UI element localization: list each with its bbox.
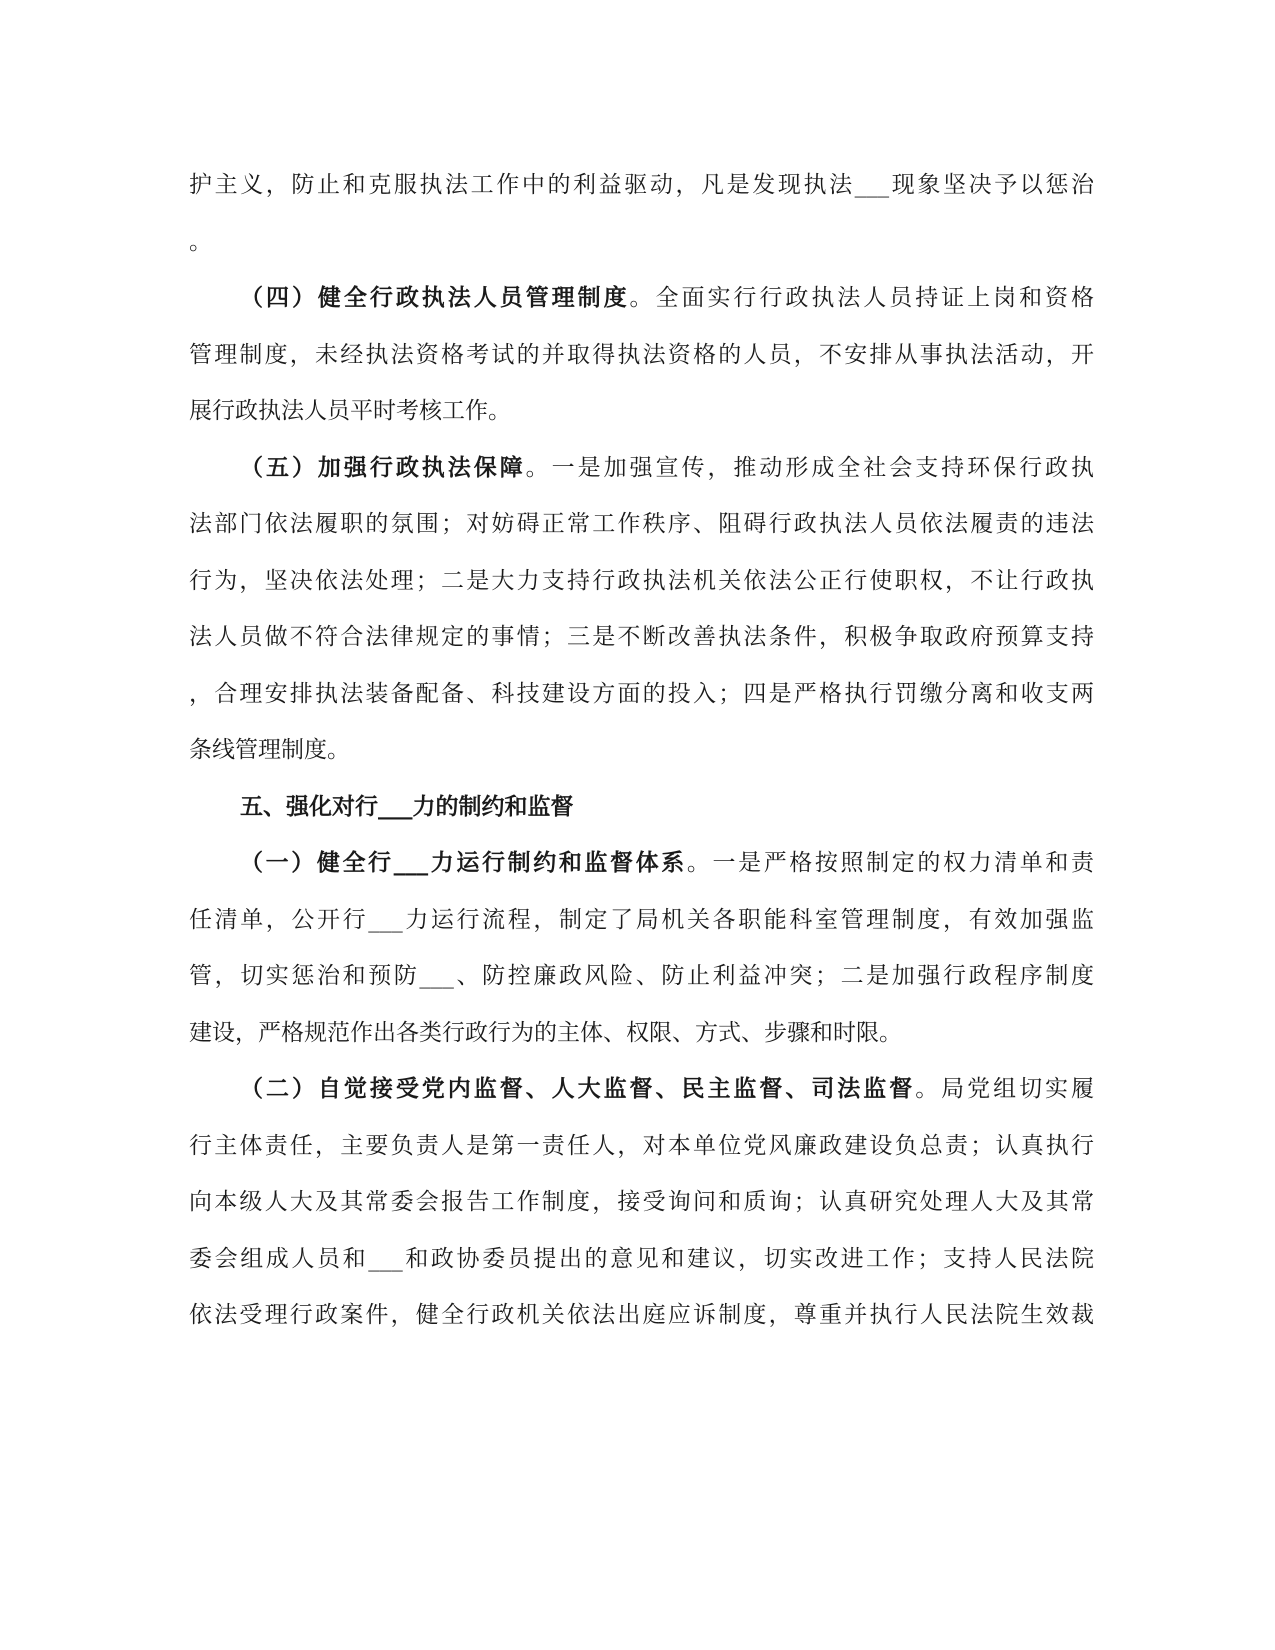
paragraph-line: 展行政执法人员平时考核工作。 [189, 398, 511, 424]
paragraph-line: 管，切实惩治和预防___、防控廉政风险、防止利益冲突；二是加强行政程序制度 [189, 963, 1094, 989]
paragraph-line: 条线管理制度。 [189, 737, 350, 763]
paragraph-line: 行主体责任，主要负责人是第一责任人，对本单位党风廉政建设负总责；认真执行 [189, 1133, 1094, 1159]
paragraph-line: 行为，坚决依法处理；二是大力支持行政执法机关依法公正行使职权，不让行政执 [189, 568, 1094, 594]
paragraph-line: 任清单，公开行___力运行流程，制定了局机关各职能科室管理制度，有效加强监 [189, 907, 1094, 933]
section-heading-line: （一）健全行___力运行制约和监督体系。一是严格按照制定的权力清单和责 [240, 849, 1094, 876]
paragraph-line: 管理制度，未经执法资格考试的并取得执法资格的人员，不安排从事执法活动，开 [189, 342, 1094, 368]
chapter-heading: 五、强化对行___力的制约和监督 [240, 793, 574, 820]
section-heading: （五）加强行政执法保障 [240, 454, 526, 481]
section-heading: （二）自觉接受党内监督、人大监督、民主监督、司法监督 [240, 1075, 916, 1102]
paragraph-line: 。 [189, 229, 212, 255]
paragraph-line: ，合理安排执法装备配备、科技建设方面的投入；四是严格执行罚缴分离和收支两 [189, 681, 1094, 707]
paragraph-line: 建设，严格规范作出各类行政行为的主体、权限、方式、步骤和时限。 [189, 1020, 902, 1046]
section-heading: （四）健全行政执法人员管理制度 [240, 284, 630, 311]
paragraph-line: 委会组成人员和___和政协委员提出的意见和建议，切实改进工作；支持人民法院 [189, 1246, 1094, 1272]
paragraph-line: 向本级人大及其常委会报告工作制度，接受询问和质询；认真研究处理人大及其常 [189, 1189, 1094, 1215]
section-heading-line: （四）健全行政执法人员管理制度。全面实行行政执法人员持证上岗和资格 [240, 284, 1094, 311]
paragraph-line: 护主义，防止和克服执法工作中的利益驱动，凡是发现执法___现象坚决予以惩治 [189, 172, 1094, 198]
paragraph-line: 依法受理行政案件，健全行政机关依法出庭应诉制度，尊重并执行人民法院生效裁 [189, 1302, 1094, 1328]
paragraph-line: 法部门依法履职的氛围；对妨碍正常工作秩序、阻碍行政执法人员依法履责的违法 [189, 511, 1094, 537]
paragraph-line: 法人员做不符合法律规定的事情；三是不断改善执法条件，积极争取政府预算支持 [189, 624, 1094, 650]
section-heading-line: （五）加强行政执法保障。一是加强宣传，推动形成全社会支持环保行政执 [240, 454, 1094, 481]
section-heading: （一）健全行___力运行制约和监督体系 [240, 849, 687, 876]
section-heading-line: （二）自觉接受党内监督、人大监督、民主监督、司法监督。局党组切实履 [240, 1075, 1094, 1102]
chapter-heading-line [240, 792, 1094, 822]
